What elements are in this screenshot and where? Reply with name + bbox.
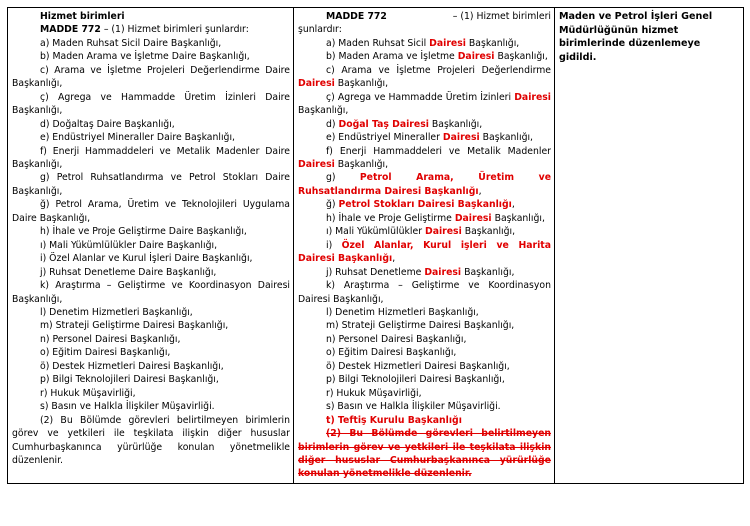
list-item: d) Doğaltaş Daire Başkanlığı, [40,118,175,130]
list-item: a) Maden Ruhsat Sicil Daire Başkanlığı, [40,37,222,49]
table-row [8,8,744,484]
list-item: ı) Mali Yükümlülükler Daire Başkanlığı, [40,239,218,251]
list-item: n) Personel Dairesi Başkanlığı, [326,333,467,345]
list-item: c) Arama ve İşletme Projeleri Değerlendirme Dairesi Başkanlığı, [298,64,551,90]
article-number: MADDE 772 [326,11,387,22]
article-intro-text: – (1) Hizmet birimleri şunlardır: [100,24,249,36]
article-intro-text: – (1) Hizmet birimleri [452,11,551,22]
list-item: d) Doğal Taş Dairesi Başkanlığı, [326,118,483,130]
amended-text: Dairesi [424,226,462,238]
amended-text: Özel Alanlar, Kurul işleri ve Harita Dairesi Başkanlığı [298,239,551,265]
list-item: m) Strateji Geliştirme Dairesi Başkanlığı, [40,320,229,332]
list-item: f) Enerji Hammaddeleri ve Metalik Madenler Daire Başkanlığı, [12,145,290,170]
list-item: l) Denetim Hizmetleri Başkanlığı, [40,306,193,318]
paragraph-2: (2) Bu Bölümde görevleri belirtilmeyen birimlerin görev ve yetkileri ile teşkilata ilişkin diğer hususlar Cumhurbaşkanınca yürürlüğe konulan yönetmelikle düzenlenir. [12,414,290,466]
article-intro [12,23,290,36]
article-number: MADDE 772 [40,24,101,36]
amended-text: Dairesi [298,158,335,170]
amended-text: Dairesi [442,132,480,144]
list-item: j) Ruhsat Denetleme Dairesi Başkanlığı, [326,266,515,278]
list-item: s) Basın ve Halkla İlişkiler Müşavirliği. [326,401,501,413]
proposed-text-cell [294,8,555,484]
list-item: m) Strateji Geliştirme Dairesi Başkanlığı, [326,320,515,332]
list-item: ı) Mali Yükümlülükler Dairesi Başkanlığı, [326,226,516,238]
list-item: o) Eğitim Dairesi Başkanlığı, [326,347,457,359]
amended-text: Petrol Arama, Üretim ve Ruhsatlandırma Dairesi Başkanlığı [298,172,551,197]
list-item: s) Basın ve Halkla İlişkiler Müşavirliği. [40,401,215,413]
amended-text: Dairesi [514,91,551,103]
list-item: ğ) Petrol Arama, Üretim ve Teknolojileri Uygulama Daire Başkanlığı, [12,199,290,224]
section-heading: Hizmet birimleri [40,11,125,22]
list-item: b) Maden Arama ve İşletme Dairesi Başkanlığı, [326,51,548,63]
list-item: h) İhale ve Proje Geliştirme Dairesi Başkanlığı, [326,212,545,224]
amended-text: Dairesi [429,37,466,49]
list-item: k) Araştırma – Geliştirme ve Koordinasyon Dairesi Başkanlığı, [298,280,551,305]
list-item: b) Maden Arama ve İşletme Daire Başkanlığı, [40,51,250,63]
amended-text: Petrol Stokları Dairesi Başkanlığı [338,199,512,211]
amended-text: Dairesi [424,266,462,278]
list-item: j) Ruhsat Denetleme Daire Başkanlığı, [40,266,217,278]
item-list [298,279,551,414]
list-item: p) Bilgi Teknolojileri Dairesi Başkanlığı, [326,374,505,386]
added-item: t) Teftiş Kurulu Başkanlığı [326,414,462,426]
list-item: ğ) Petrol Stokları Dairesi Başkanlığı, [326,199,515,211]
item-list [12,37,290,414]
article-intro [298,10,551,23]
list-item: g) Petrol Ruhsatlandırma ve Petrol Stokları Daire Başkanlığı, [12,172,290,197]
list-item: g) Petrol Arama, Üretim ve Ruhsatlandırma Dairesi Başkanlığı, [298,172,551,197]
list-item: ç) Agrega ve Hammadde Üretim İzinleri Daire Başkanlığı, [12,91,290,117]
list-item: a) Maden Ruhsat Sicil Dairesi Başkanlığı, [326,37,520,49]
list-item: e) Endüstriyel Mineraller Dairesi Başkanlığı, [326,132,534,144]
list-item: c) Arama ve İşletme Projeleri Değerlendirme Daire Başkanlığı, [12,64,290,90]
article-intro-continued: şunlardır: [298,24,342,36]
comparison-table [7,7,744,484]
amended-text: Dairesi [454,212,492,224]
amended-text: Dairesi [298,78,335,90]
list-item: e) Endüstriyel Mineraller Daire Başkanlığı, [40,132,235,144]
list-item: l) Denetim Hizmetleri Başkanlığı, [326,306,479,318]
current-text-cell [8,8,294,484]
amended-text: Dairesi [457,51,495,63]
list-item: r) Hukuk Müşavirliği, [326,387,422,399]
list-item: ç) Agrega ve Hammadde Üretim İzinleri Dairesi Başkanlığı, [298,91,551,117]
explanation-cell [555,8,744,484]
amended-text: Doğal Taş Dairesi [338,118,429,130]
list-item: n) Personel Dairesi Başkanlığı, [40,333,181,345]
list-item: ö) Destek Hizmetleri Dairesi Başkanlığı, [326,360,510,372]
list-item: r) Hukuk Müşavirliği, [40,387,136,399]
deleted-paragraph: (2) Bu Bölümde görevleri belirtilmeyen birimlerin görev ve yetkileri ile teşkilata ilişkin diğer hususlar Cumhurbaşkanınca yürürlüğe konulan yönetmelikle düzenlenir. [298,428,551,480]
list-item: i) Özel Alanlar, Kurul işleri ve Harita Dairesi Başkanlığı, [298,239,551,265]
list-item: k) Araştırma – Geliştirme ve Koordinasyon Dairesi Başkanlığı, [12,280,290,305]
list-item: f) Enerji Hammaddeleri ve Metalik Madenler Dairesi Başkanlığı, [298,145,551,170]
list-item: p) Bilgi Teknolojileri Dairesi Başkanlığı, [40,374,219,386]
list-item: i) Özel Alanlar ve Kurul İşleri Daire Başkanlığı, [40,253,253,265]
explanation-note: Maden ve Petrol İşleri Genel Müdürlüğünün hizmet birimlerinde düzenlemeye gidildi. [559,11,713,63]
list-item: ö) Destek Hizmetleri Dairesi Başkanlığı, [40,360,224,372]
list-item: h) İhale ve Proje Geliştirme Daire Başkanlığı, [40,226,247,238]
list-item: o) Eğitim Dairesi Başkanlığı, [40,347,171,359]
